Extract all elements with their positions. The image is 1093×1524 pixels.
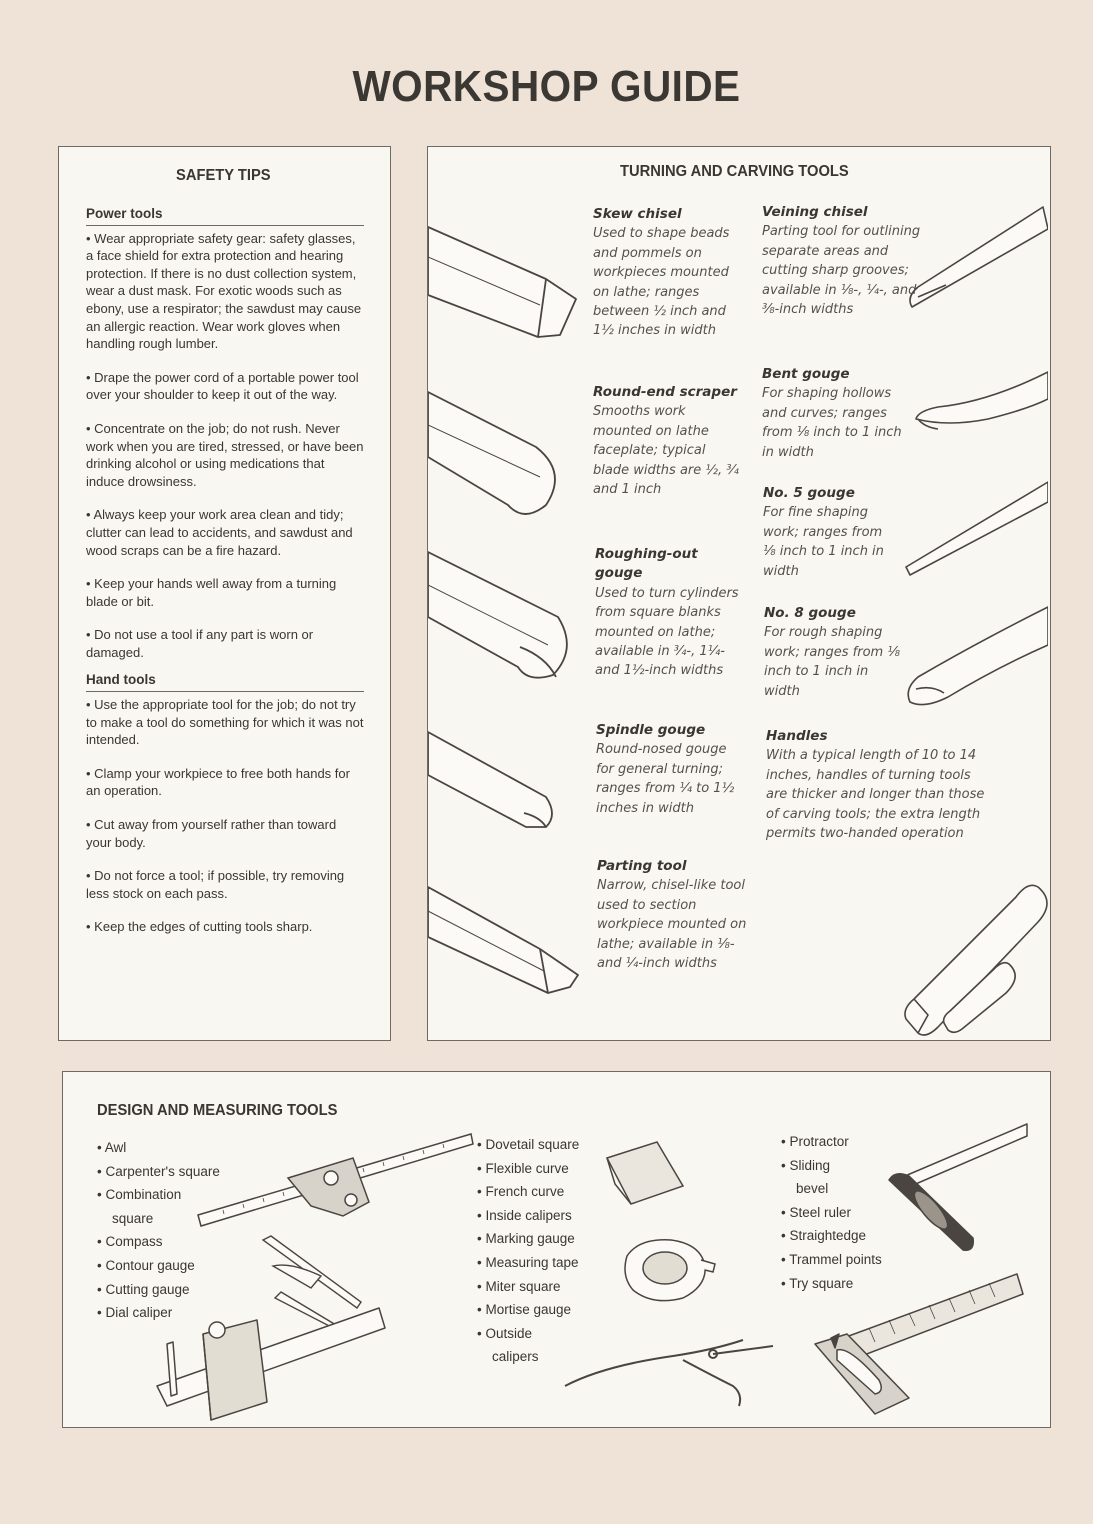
list-item: bevel [796,1181,829,1197]
measuring-tape-icon [619,1230,719,1310]
list-item: • French curve [477,1184,565,1200]
tool-entry [595,545,745,681]
tool-entry [597,857,749,973]
design-measuring-heading: DESIGN AND MEASURING TOOLS [97,1102,338,1119]
tool-entry [763,484,893,581]
list-item: • Marking gauge [477,1231,575,1247]
sliding-bevel-icon [881,1120,1031,1260]
safety-tips-body [86,205,364,952]
list-item: • Trammel points [781,1251,882,1267]
list-item: • Protractor [781,1134,849,1149]
turning-tools-illustration [428,187,603,1007]
tool-entry [762,365,910,462]
power-tip: • Wear appropriate safety gear: safety glasses, a face shield for extra protection and hearing protection. If there is no dust collection system, wear a dust mask. For exotic woods such as ebony, use a respirator; the sawdust may cause an allergic reaction. Wear work gloves when handling rough lumber. [86,230,362,352]
safety-tips-heading: SAFETY TIPS [176,167,271,184]
list-item: • Try square [781,1275,854,1291]
list-item: • Sliding [781,1157,831,1173]
tool-description: Used to shape beads and pommels on workpieces mounted on lathe; ranges between ½ inch and 1½ inches in width [593,226,730,339]
tool-description: Used to turn cylinders from square blanks mounted on lathe; available in ¾-, 1¼- and 1½-inch widths [595,585,739,679]
tool-entry [596,721,746,818]
combination-square-icon [193,1130,483,1230]
list-item: • Flexible curve [477,1160,569,1176]
hand-tip: • Use the appropriate tool for the job; do not try to make a tool do something for which it was not intended. [86,697,364,748]
list-item: • Combination [97,1187,182,1203]
design-measuring-panel [62,1071,1051,1428]
tool-name: Roughing-out gouge [595,546,698,582]
list-item: calipers [492,1349,539,1365]
safety-tips-panel [58,146,391,1041]
list-item: square [112,1210,154,1226]
list-item: • Measuring tape [477,1254,579,1270]
tool-description: For fine shaping work; ranges from ⅛ inch to 1 inch in width [763,505,884,579]
tool-description: For rough shaping work; ranges from ⅛ inch to 1 inch in width [764,625,900,699]
power-tip: • Do not use a tool if any part is worn or damaged. [86,627,314,660]
power-tip: • Keep your hands well away from a turning blade or bit. [86,576,337,609]
power-tip: • Drape the power cord of a portable power tool over your shoulder to keep it out of the way. [86,369,359,403]
list-item: • Outside [477,1325,533,1341]
carving-tools-illustration [898,197,1048,1047]
list-item: • Miter square [477,1278,561,1294]
list-item: • Awl [97,1140,127,1155]
try-square-icon [809,1268,1029,1428]
list-item: • Steel ruler [781,1204,852,1220]
tool-name: Spindle gouge [596,722,706,738]
page-title: WORKSHOP GUIDE [352,62,741,111]
tool-name: No. 5 gouge [763,485,855,501]
marking-gauge-icon [147,1294,397,1434]
tool-name: Skew chisel [593,206,682,222]
tool-name: Round-end scraper [593,384,737,400]
list-item: • Inside calipers [477,1207,572,1223]
tool-name: No. 8 gouge [764,605,856,621]
tool-description: Round-nosed gouge for general turning; ranges from ¼ to 1½ inches in width [596,742,735,816]
list-item: • Straightedge [781,1228,867,1244]
list-item: • Compass [97,1234,163,1250]
tool-name: Parting tool [597,858,687,874]
tool-name: Handles [766,728,828,744]
tool-name: Veining chisel [762,204,868,220]
hand-tip: • Keep the edges of cutting tools sharp. [86,919,313,935]
turning-carving-heading: TURNING AND CARVING TOOLS [620,163,849,180]
tool-description: Parting tool for outlining separate areas and cutting sharp grooves; available in ⅛-, ¼-, and ⅜-inch widths [762,224,921,318]
tool-name: Bent gouge [762,366,850,382]
tool-entry [593,383,743,499]
tool-description: Narrow, chisel-like tool used to section workpiece mounted on lathe; available in ⅛- and ¼-inch widths [597,878,747,972]
tool-entry [766,727,988,843]
power-tip: • Always keep your work area clean and tidy; clutter can lead to accidents, and sawdust and wood scraps can be a fire hazard. [86,507,353,558]
list-item: • Cutting gauge [97,1281,190,1297]
power-tools-heading: Power tools [86,205,364,226]
hand-tip: • Cut away from yourself rather than toward your body. [86,817,337,850]
tool-description: With a typical length of 10 to 14 inches, handles of turning tools are thicker and longer than those of carving tools; the extra length permits two-handed operation [766,748,985,842]
dovetail-square-icon [601,1138,691,1218]
list-item: • Mortise gauge [477,1302,572,1318]
turning-carving-panel [427,146,1051,1041]
list-item: • Carpenter's square [97,1163,220,1179]
tool-description: For shaping hollows and curves; ranges from ⅛ inch to 1 inch in width [762,386,902,460]
hand-tools-heading: Hand tools [86,671,364,692]
list-item: • Dial caliper [97,1305,173,1321]
tool-entry [764,604,904,701]
list-item: • Dovetail square [477,1137,580,1152]
tool-description: Smooths work mounted on lathe faceplate; typical blade widths are ½, ¾ and 1 inch [593,404,739,498]
tool-entry [593,205,743,341]
list-item: • Contour gauge [97,1257,195,1273]
hand-tip: • Clamp your workpiece to free both hands for an operation. [86,765,350,799]
hand-tip: • Do not force a tool; if possible, try removing less stock on each pass. [86,868,345,901]
calipers-icon [563,1326,783,1416]
power-tip: • Concentrate on the job; do not rush. Never work when you are tired, stressed, or have been drinking alcohol or using medications that induce drowsiness. [86,420,364,489]
tool-entry [762,203,924,319]
